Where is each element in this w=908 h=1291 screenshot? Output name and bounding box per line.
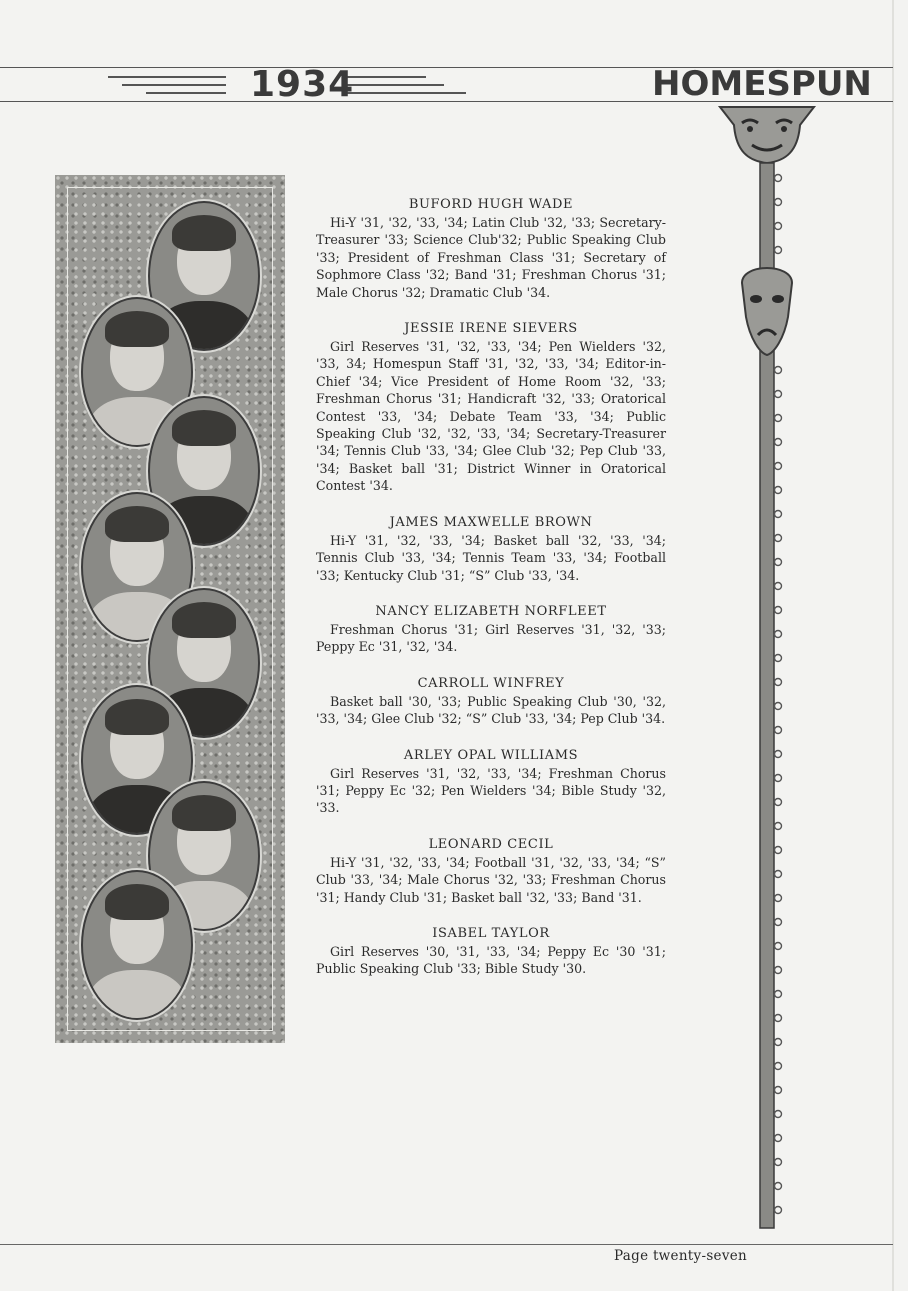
student-activities: Freshman Chorus '31; Girl Reserves '31, '32, '33; Peppy Ec '31, '32, '34. xyxy=(316,621,666,655)
student-activities: Girl Reserves '31, '32, '33, '34; Pen Wielders '32, '33, 34; Homespun Staff '31, '32, '33, '34; Editor-in-Chief '34; Vice President of Home Room '32, '33; Freshman Chorus '31; Handicraft '32, '33; Oratorical Contest '33, '34; Debate Team '33, '34; Public Speaking Club '32, '32, '33, '34; Secretary-Treasurer '34; Tennis Club '33, '34; Glee Club '32; Pep Club '33, '34; Basket ball '31; District Winner in Oratorical Contest '34. xyxy=(316,339,666,494)
chain-link xyxy=(775,511,782,518)
header-deco-rule xyxy=(108,76,226,78)
chain-link xyxy=(775,679,782,686)
student-name: JESSIE IRENE SIEVERS xyxy=(404,321,578,337)
student-entry xyxy=(316,514,666,584)
student-activities: Girl Reserves '31, '32, '33, '34; Freshman Chorus '31; Peppy Ec '32; Pen Wielders '34; Bible Study '32, '33. xyxy=(316,765,666,816)
student-activities: Hi-Y '31, '32, '33, '34; Football '31, '32, '33, '34; “S” Club '33, '34; Male Chorus '32, '33; Freshman Chorus '31; Handy Club '31; Basket ball '32, '33; Band '31. xyxy=(316,854,666,905)
yearbook-year: 1934 xyxy=(250,64,355,105)
chain-link xyxy=(775,631,782,638)
chain-link xyxy=(775,415,782,422)
student-bios xyxy=(316,196,666,997)
student-activities: Hi-Y '31, '32, '33, '34; Basket ball '32, '33, '34; Tennis Club '33, '34; Tennis Team '33, '34; Football '33; Kentucky Club '31; “S” Club '33, '34. xyxy=(316,532,666,583)
chain-link xyxy=(775,1015,782,1022)
footer-rule xyxy=(0,1244,893,1245)
chain-link xyxy=(775,799,782,806)
student-name: CARROLL WINFREY xyxy=(417,675,565,691)
chain-link xyxy=(775,1039,782,1046)
header-deco-rule xyxy=(344,84,444,86)
student-entry xyxy=(316,925,666,978)
student-name: BUFORD HUGH WADE xyxy=(408,197,574,212)
chain-link xyxy=(775,943,782,950)
header-deco-rule xyxy=(344,92,466,94)
chain-link xyxy=(775,751,782,758)
chain-link xyxy=(775,583,782,590)
student-entry xyxy=(316,196,666,301)
page-number: Page twenty-seven xyxy=(614,1248,748,1264)
chain-link xyxy=(775,871,782,878)
student-activities: Girl Reserves '30, '31, '33, '34; Peppy Ec '30 '31; Public Speaking Club '33; Bible Study '30. xyxy=(316,943,666,977)
header-deco-rule xyxy=(122,84,226,86)
student-entry xyxy=(316,747,666,817)
chain-link xyxy=(775,559,782,566)
student-name: LEONARD CECIL xyxy=(428,836,554,852)
chain-link xyxy=(775,607,782,614)
theatre-mask-icon xyxy=(720,107,814,163)
yearbook-title: HOMESPUN xyxy=(652,64,872,104)
chain-link xyxy=(775,1159,782,1166)
student-name: ARLEY OPAL WILLIAMS xyxy=(403,747,579,763)
chain-link xyxy=(775,919,782,926)
chain-link xyxy=(775,1135,782,1142)
chain-link xyxy=(775,655,782,662)
chain-link xyxy=(775,175,782,182)
chain-link xyxy=(775,823,782,830)
chain-link xyxy=(775,223,782,230)
chain-link xyxy=(775,847,782,854)
student-entry xyxy=(316,603,666,656)
student-activities: Basket ball '30, '33; Public Speaking Club '30, '32, '33, '34; Glee Club '32; “S” Club '33, '34; Pep Club '34. xyxy=(316,693,666,727)
chain-link xyxy=(775,775,782,782)
student-name: ISABEL TAYLOR xyxy=(432,925,550,941)
chain-link xyxy=(775,463,782,470)
chain-link xyxy=(775,487,782,494)
portrait-panel xyxy=(55,175,285,1043)
student-entry xyxy=(316,675,666,728)
chain-link xyxy=(775,247,782,254)
chain-link xyxy=(775,1207,782,1214)
chain-link xyxy=(775,391,782,398)
mask-chain-ornament xyxy=(712,103,822,1243)
header-deco-rule xyxy=(344,76,426,78)
chain-link xyxy=(775,703,782,710)
chain-link xyxy=(775,535,782,542)
chain-link xyxy=(775,727,782,734)
student-activities: Hi-Y '31, '32, '33, '34; Latin Club '32, '33; Secretary-Treasurer '33; Science Club'32; Public Speaking Club '33; President of Freshman Class '31; Secretary of Sophmore Class '32; Band '31; Freshman Chorus '31; Male Chorus '32; Dramatic Club '34. xyxy=(316,215,666,300)
chain-link xyxy=(775,1063,782,1070)
student-name: NANCY ELIZABETH NORFLEET xyxy=(375,603,607,619)
chain-link xyxy=(775,1183,782,1190)
student-entry xyxy=(316,320,666,495)
chain-link xyxy=(775,439,782,446)
student-name: JAMES MAXWELLE BROWN xyxy=(389,514,593,530)
chain-link xyxy=(775,1111,782,1118)
chain-link xyxy=(775,199,782,206)
tragedy-mask-icon xyxy=(742,268,792,355)
chain-link xyxy=(775,367,782,374)
page-edge xyxy=(892,0,894,1291)
header-deco-rule xyxy=(146,92,226,94)
chain-link xyxy=(775,967,782,974)
chain-link xyxy=(775,991,782,998)
chain-link xyxy=(775,1087,782,1094)
chain-link xyxy=(775,895,782,902)
student-entry xyxy=(316,836,666,906)
student-portrait xyxy=(81,870,193,1020)
